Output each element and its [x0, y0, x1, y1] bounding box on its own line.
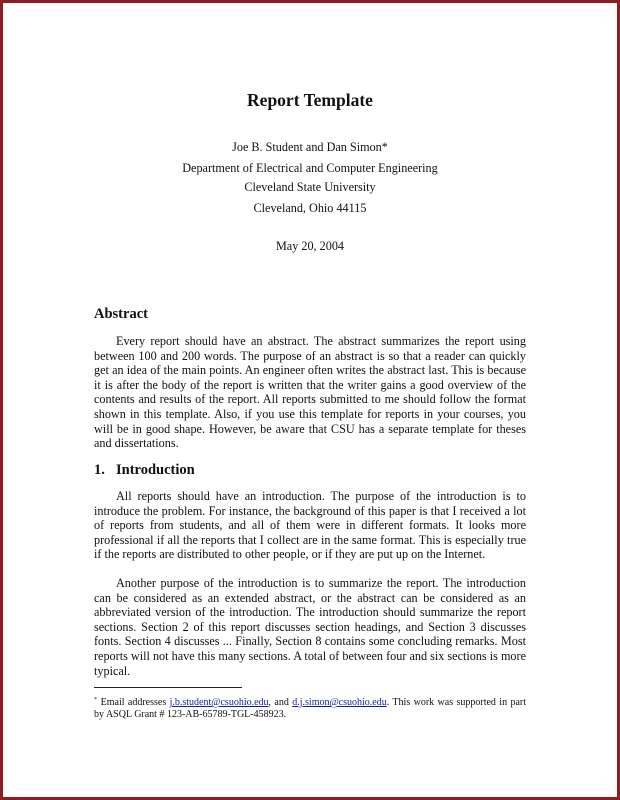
footnote [94, 694, 526, 722]
footnote-prefix: Email addresses [97, 697, 170, 708]
email-link-simon[interactable]: d.j.simon@csuohio.edu [292, 697, 387, 708]
university-line: Cleveland State University [244, 180, 376, 194]
abstract-heading: Abstract [94, 306, 148, 322]
abstract-text: Every report should have an abstract. The abstract summarizes the report using between 100 and 200 words. The purpose of an abstract is so that a reader can quickly get an idea of the main points. An engineer often writes the abstract last. This is because it is after the body of the report is written that the writer gains a good overview of the contents and results of the report. All reports submitted to me should follow the format shown in this template. Also, if you use this template for reports in your courses, you will be in good shape. However, be aware that CSU has a separate template for theses and dissertations. [94, 334, 526, 451]
department-line: Department of Electrical and Computer Engineering [182, 161, 438, 175]
report-title: Report Template [247, 90, 373, 110]
introduction-paragraph-2: Another purpose of the introduction is to summarize the report. The introduction can be considered as an extended abstract, or the abstract can be considered as an abbreviated version of the introduction. The introduction should summarize the report sections. Section 2 of this report discusses section headings, and Section 3 discusses fonts. Section 4 discusses ... Finally, Section 8 contains some concluding remarks. Most reports will not have this many sections. A total of between four and six sections is more typical. [94, 576, 526, 678]
email-link-student[interactable]: j.b.student@csuohio.edu [169, 697, 269, 708]
introduction-heading [94, 462, 195, 479]
section-number: 1. [94, 462, 105, 478]
introduction-paragraph-1: All reports should have an introduction. The purpose of the introduction is to introduce the problem. For instance, the background of this paper is that I received a lot of reports from students, and all of them were in different formats. It looks more professional if all the reports that I collect are in the same format. This is especially true if the reports are distributed to other people, or if they are put up on the Internet. [94, 489, 526, 562]
footnote-rule [94, 687, 242, 688]
footnote-suffix: . This work was supported in part by ASQL Grant # 123-AB-65789-TGL-458923. [94, 697, 527, 721]
footnote-marker: * [94, 696, 98, 703]
authors-line: Joe B. Student and Dan Simon* [232, 140, 388, 154]
section-title: Introduction [116, 462, 195, 478]
date-line: May 20, 2004 [275, 239, 345, 253]
location-line: Cleveland, Ohio 44115 [253, 201, 367, 215]
footnote-middle: , and [268, 697, 293, 708]
